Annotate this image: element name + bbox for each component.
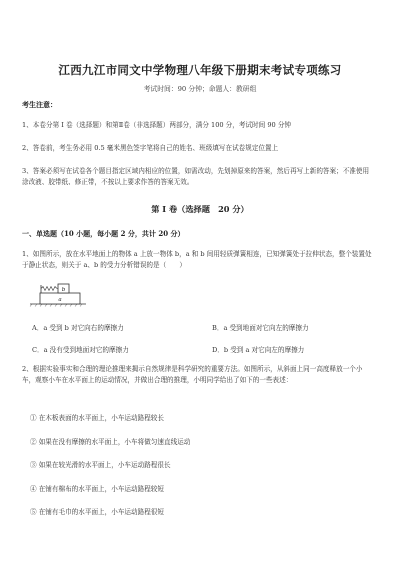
exam-title: 江西九江市同文中学物理八年级下册期末考试专项练习 <box>58 63 342 77</box>
question-2-statement-2: ② 如果在没有摩擦的水平面上，小车将做匀速直线运动 <box>30 438 191 446</box>
question-2-statement-3: ③ 如果在较光滑的水平面上，小车运动路程很长 <box>30 461 171 469</box>
block-spring-figure <box>28 279 88 307</box>
label-a: a <box>58 297 62 303</box>
question-1-option-d: D．b 受到 a 对它向左的摩擦力 <box>212 346 305 354</box>
question-1-option-b: B．a 受到地面对它向左的摩擦力 <box>212 324 309 332</box>
question-1-option-a: A．a 受到 b 对它向右的摩擦力 <box>32 324 124 332</box>
part-one-title: 第 I 卷（选择题 20 分） <box>151 204 249 214</box>
question-2-stem: 2、根据实验事实和合理的理论推理来揭示自然规律是科学研究的重要方法。如图所示，从斜面上同一高度释放一个小车，观察小车在水平面上的运动情况，并做出合理的推理，小明同学给出了如下的一些表述： <box>22 365 363 384</box>
notice-heading: 考生注意： <box>22 100 57 109</box>
exam-subtitle: 考试时间：90 分钟；命题人：教研组 <box>143 85 257 93</box>
label-b: b <box>61 287 66 293</box>
question-2-statement-4: ④ 在铺有棉布的水平面上，小车运动路程较短 <box>30 485 164 493</box>
notice-item-1: 1、本卷分第 I 卷（选择题）和第Ⅱ卷（非选择题）两部分，满分 100 分，考试时间 90 分钟 <box>22 121 292 129</box>
notice-item-2: 2、答卷前，考生务必用 0.5 毫米黑色签字笔将自己的姓名、班级填写在试卷规定位置上 <box>22 144 279 152</box>
question-2-statement-5: ⑤ 在铺有毛巾的水平面上，小车运动路程很短 <box>30 508 164 516</box>
question-1-stem: 1、如图所示，放在水平地面上的物体 a 上放一物体 b，a 和 b 间用轻质弹簧相连，已知弹簧处于拉伸状态，整个装置处于静止状态，则关于 a、b 的受力分析错误的是（ ） <box>22 250 372 269</box>
question-2-statement-1: ① 在木板表面的水平面上，小车运动路程较长 <box>30 414 164 422</box>
notice-item-3: 3、答案必须写在试卷各个题目指定区域内相应的位置，如需改动，先划掉原来的答案，然后再写上新的答案；不准使用涂改液、胶带纸、修正带，不按以上要求作答的答案无效。 <box>22 167 370 186</box>
question-1-option-c: C．a 没有受到地面对它的摩擦力 <box>32 346 129 354</box>
spring <box>41 287 58 291</box>
single-choice-heading: 一、单选题（10 小题，每小题 2 分，共计 20 分） <box>22 229 185 238</box>
